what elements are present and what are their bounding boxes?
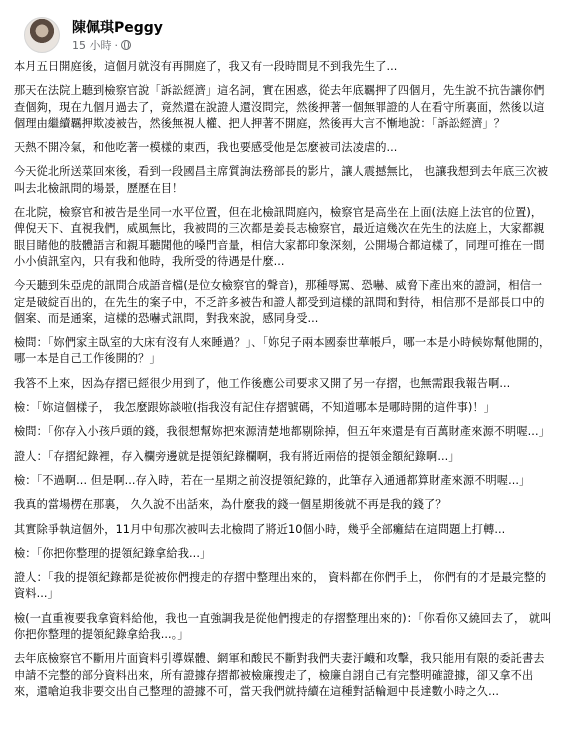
post-paragraph: 檢問：「妳們家主臥室的大床有沒有人來睡過？」、「妳兒子兩本國泰世華帳戶，哪一本是小時候妳幫他開的， 哪一本是自己工作後開的？」: [14, 336, 551, 366]
post-paragraph: 我真的當場楞在那裏， 久久說不出話來，為什麼我的錢一個星期後就不再是我的錢了？: [14, 498, 447, 512]
post-paragraph: 去年底檢察官不斷用片面資料引導媒體、網軍和酸民不斷對我們夫妻汙衊和攻擊，我只能用有限的委託書去申請不完整的部分資料出來，所有證據存摺都被檢廉搜走了，檢廉自詡自己有完整明確證據，卻又拿不出來，還嗆迫我非要交出自己整理的證據不可，當天我們就持續在這種對話輪迴中長達數小時之久...: [14, 652, 545, 698]
author-name[interactable]: 陳佩琪Peggy: [72, 20, 163, 36]
post-body: [14, 59, 552, 708]
meta-separator: ·: [114, 38, 118, 52]
post-paragraph: 檢問：「你存入小孩戶頭的錢，我很想幫妳把來源清楚地都剔除掉，但五年來還是有百萬財產來源不明喔...」: [14, 425, 550, 439]
post-paragraph: 其實除爭執這個外，11月中旬那次被叫去北檢問了將近10個小時，幾乎全部癱結在這問題上打轉...: [14, 522, 506, 536]
post-paragraph: 檢：「不過啊... 但是啊...存入時，若在一星期之前沒提領紀錄的，此筆存入通通都算財產來源不明喔...」: [14, 473, 531, 487]
post-paragraph: 檢：「妳這個樣子， 我怎麼跟妳談啦(指我沒有記住存摺號碼，不知道哪本是哪時開的這件事)！」: [14, 401, 496, 415]
post-meta: [72, 37, 131, 53]
avatar[interactable]: [24, 17, 60, 53]
post-paragraph: 本月五日開庭後，這個月就沒有再開庭了，我又有一段時間見不到我先生了...: [14, 60, 398, 73]
globe-icon[interactable]: [121, 40, 131, 50]
post-header: [14, 0, 552, 55]
post-time[interactable]: 15 小時: [72, 39, 112, 52]
post-paragraph: 在北院，檢察官和被告是坐同一水平位置，但在北檢訊問庭內，檢察官是高坐在上面(法庭上法官的位置)，俾倪天下、直視我們，威風無比，我被問的三次都是姜長志檢察官，最近這幾次在先生的法庭上，大家都親眼目睹他的肢體語言和親耳聽聞他的嗓門音量，相信大家都印象深刻，公開場合都這樣了，同理可推在一間小小偵訊室內，只有我和他時，我所受的待遇是什麼...: [14, 206, 545, 268]
post-paragraph: 證人：「我的提領紀錄都是從被你們搜走的存摺中整理出來的， 資料都在你們手上， 你們有的才是最完整的資料...」: [14, 571, 547, 601]
post-paragraph: 證人：「存摺紀錄裡，存入欄旁邊就是提領紀錄欄啊，我有將近兩倍的提領金額紀錄啊...」: [14, 449, 460, 463]
post-paragraph: 天熱不開冷氣，和他吃著一模樣的東西，我也要感受他是怎麼被司法凌虐的...: [14, 141, 398, 155]
post-paragraph: 今天聽到朱亞虎的訊問合成語音檔(是位女檢察官的聲音)，那種辱罵、恐嚇、威脅下產出來的證詞，相信一定是破綻百出的，在先生的案子中，不乏許多被告和證人都受到這樣的訊問和對待，相信那不是部長口中的個案、而是通案，這樣的恐嚇式訊問，對我來說，感同身受...: [14, 279, 545, 325]
post-paragraph: 那天在法院上聽到檢察官說「訴訟經濟」這名詞，實在困惑，從去年底羈押了四個月，先生說不抗告讓你們查個夠，現在九個月過去了，竟然還在說證人還沒問完，然後押著一個無罪證的人在看守所裏面，然後以這個理由繼續羈押欺凌被告，然後無視人權、把人押著不開庭，然後再大言不慚地說：「訴訟經濟」？: [14, 84, 545, 130]
post-paragraph: 檢(一直重複要我拿資料給他，我也一直強調我是從他們搜走的存摺整理出來的)：「你看你又繞回去了， 就叫你把你整理的提領紀錄拿給我...。」: [14, 611, 552, 642]
post-paragraph: 我答不上來，因為存摺已經很少用到了，他工作後應公司要求又開了另一存摺，也無需跟我報告啊...: [14, 376, 511, 390]
post-paragraph: 檢：「你把你整理的提領紀錄拿給我...」: [14, 546, 212, 560]
post-paragraph: 今天從北所送菜回來後，看到一段國昌主席質詢法務部長的影片，讓人震撼無比， 也讓我想到去年底三次被叫去北檢訊問的場景，歷歷在目！: [14, 165, 549, 195]
